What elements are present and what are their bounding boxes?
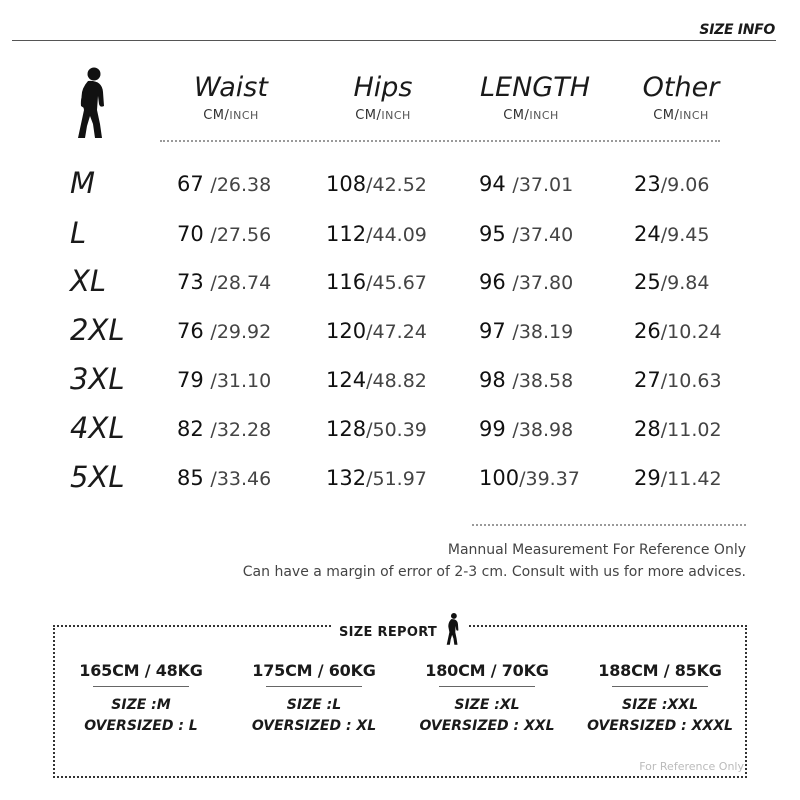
other-cell: 26/10.24 <box>634 319 722 343</box>
report-size: SIZE :M <box>111 697 171 713</box>
report-entry-rule <box>93 686 189 687</box>
column-unit-other: CM/INCH <box>653 108 709 123</box>
column-unit-hips: CM/INCH <box>355 108 411 123</box>
length-cell: 97 /38.19 <box>479 319 574 343</box>
report-entry <box>56 661 226 734</box>
column-title-hips: Hips <box>353 72 413 103</box>
size-label: L <box>70 216 87 250</box>
length-cell: 95 /37.40 <box>479 222 574 246</box>
header-dotted-divider <box>160 140 720 142</box>
waist-cell: 70 /27.56 <box>177 222 272 246</box>
margin-note: Can have a margin of error of 2-3 cm. Consult with us for more advices. <box>242 564 746 580</box>
report-height-weight: 180CM / 70KG <box>425 661 549 680</box>
size-label: M <box>70 166 96 200</box>
length-cell: 99 /38.98 <box>479 417 574 441</box>
waist-cell: 73 /28.74 <box>177 270 272 294</box>
hips-cell: 116/45.67 <box>326 270 427 294</box>
report-entry-rule <box>612 686 708 687</box>
other-cell: 28/11.02 <box>634 417 722 441</box>
column-unit-length: CM/INCH <box>503 108 559 123</box>
report-size: SIZE :XL <box>454 697 520 713</box>
report-entry <box>229 661 399 734</box>
column-title-waist: Waist <box>194 72 268 103</box>
report-entry <box>575 661 745 734</box>
hips-cell: 124/48.82 <box>326 368 427 392</box>
waist-cell: 79 /31.10 <box>177 368 272 392</box>
length-cell: 100/39.37 <box>479 466 580 490</box>
other-cell: 29/11.42 <box>634 466 722 490</box>
notes-dotted-divider <box>472 524 746 526</box>
reference-only-footnote: For Reference Only <box>639 760 744 773</box>
reference-note: Mannual Measurement For Reference Only <box>447 542 746 558</box>
report-oversized: OVERSIZED : XXL <box>419 718 555 734</box>
length-cell: 94 /37.01 <box>479 172 574 196</box>
hips-cell: 120/47.24 <box>326 319 427 343</box>
report-size: SIZE :L <box>286 697 342 713</box>
report-height-weight: 165CM / 48KG <box>79 661 203 680</box>
person-figure-icon <box>72 66 112 140</box>
size-label: 5XL <box>70 460 125 494</box>
other-cell: 23/9.06 <box>634 172 710 196</box>
size-label: 2XL <box>70 313 125 347</box>
length-cell: 96 /37.80 <box>479 270 574 294</box>
hips-cell: 132/51.97 <box>326 466 427 490</box>
header-divider <box>12 40 776 41</box>
report-entry-rule <box>266 686 362 687</box>
waist-cell: 67 /26.38 <box>177 172 272 196</box>
length-cell: 98 /38.58 <box>479 368 574 392</box>
column-unit-waist: CM/INCH <box>203 108 259 123</box>
waist-cell: 82 /32.28 <box>177 417 272 441</box>
size-label: 3XL <box>70 362 125 396</box>
other-cell: 24/9.45 <box>634 222 710 246</box>
hips-cell: 112/44.09 <box>326 222 427 246</box>
size-label: 4XL <box>70 411 125 445</box>
report-oversized: OVERSIZED : L <box>84 718 198 734</box>
hips-cell: 128/50.39 <box>326 417 427 441</box>
report-oversized: OVERSIZED : XXXL <box>587 718 733 734</box>
column-title-length: LENGTH <box>479 72 591 103</box>
other-cell: 27/10.63 <box>634 368 722 392</box>
waist-cell: 85 /33.46 <box>177 466 272 490</box>
size-info-title: SIZE INFO <box>699 22 775 38</box>
other-cell: 25/9.84 <box>634 270 710 294</box>
waist-cell: 76 /29.92 <box>177 319 272 343</box>
column-title-other: Other <box>642 72 720 103</box>
hips-cell: 108/42.52 <box>326 172 427 196</box>
report-height-weight: 175CM / 60KG <box>252 661 376 680</box>
report-oversized: OVERSIZED : XL <box>251 718 377 734</box>
report-entry-rule <box>439 686 535 687</box>
report-size: SIZE :XXL <box>622 697 698 713</box>
size-label: XL <box>70 264 107 298</box>
small-person-figure-icon <box>444 612 462 646</box>
size-report-title: SIZE REPORT <box>333 612 468 646</box>
report-height-weight: 188CM / 85KG <box>598 661 722 680</box>
report-entry <box>402 661 572 734</box>
